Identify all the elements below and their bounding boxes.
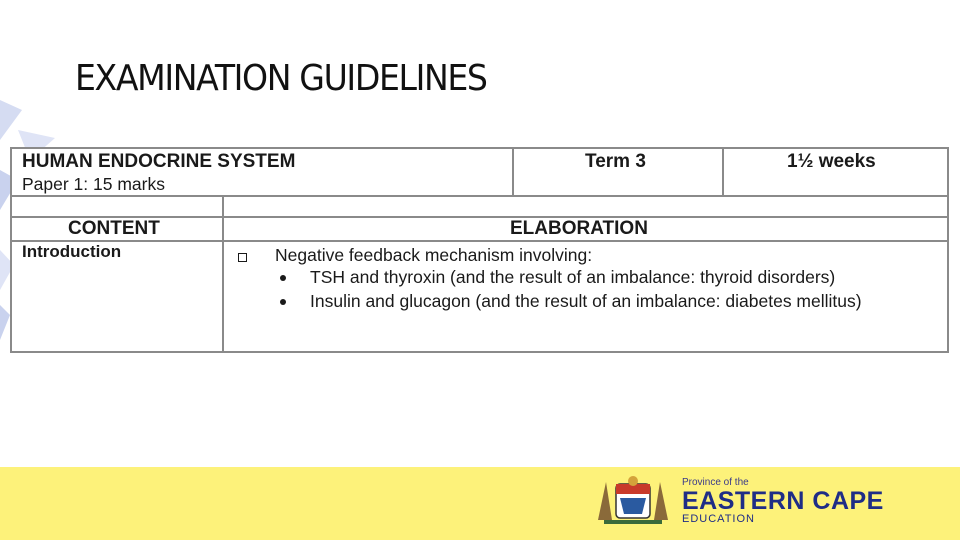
bullet-icon xyxy=(280,275,286,281)
table-border-left xyxy=(10,147,12,353)
table-divider xyxy=(222,195,224,353)
table-divider xyxy=(512,147,514,195)
elaboration-main: Negative feedback mechanism involving: xyxy=(275,245,593,265)
content-table xyxy=(10,147,949,353)
elaboration-column-header: ELABORATION xyxy=(510,218,648,239)
slide-title: EXAMINATION GUIDELINES xyxy=(75,58,487,99)
duration-label: 1½ weeks xyxy=(787,151,876,172)
table-border-right xyxy=(947,147,949,353)
table-border-bottom xyxy=(10,351,949,353)
table-divider xyxy=(10,195,949,197)
coat-of-arms-icon xyxy=(590,474,676,526)
logo-eastern-cape-text: EASTERN CAPE xyxy=(682,487,884,515)
table-divider xyxy=(10,240,949,242)
paper-marks: Paper 1: 15 marks xyxy=(22,174,165,194)
elaboration-item: Insulin and glucagon (and the result of an imbalance: diabetes mellitus) xyxy=(310,291,862,311)
table-border-top xyxy=(10,147,949,149)
content-introduction: Introduction xyxy=(22,242,122,261)
term-label: Term 3 xyxy=(585,151,646,172)
table-divider xyxy=(722,147,724,195)
square-bullet-icon xyxy=(238,253,247,262)
content-column-header: CONTENT xyxy=(68,218,160,239)
bullet-icon xyxy=(280,299,286,305)
eastern-cape-logo xyxy=(586,470,898,528)
logo-province-text: Province of the xyxy=(682,477,749,488)
topic-heading: HUMAN ENDOCRINE SYSTEM xyxy=(22,151,296,172)
elaboration-item: TSH and thyroxin (and the result of an imbalance: thyroid disorders) xyxy=(310,267,836,287)
logo-education-text: EDUCATION xyxy=(682,513,755,525)
